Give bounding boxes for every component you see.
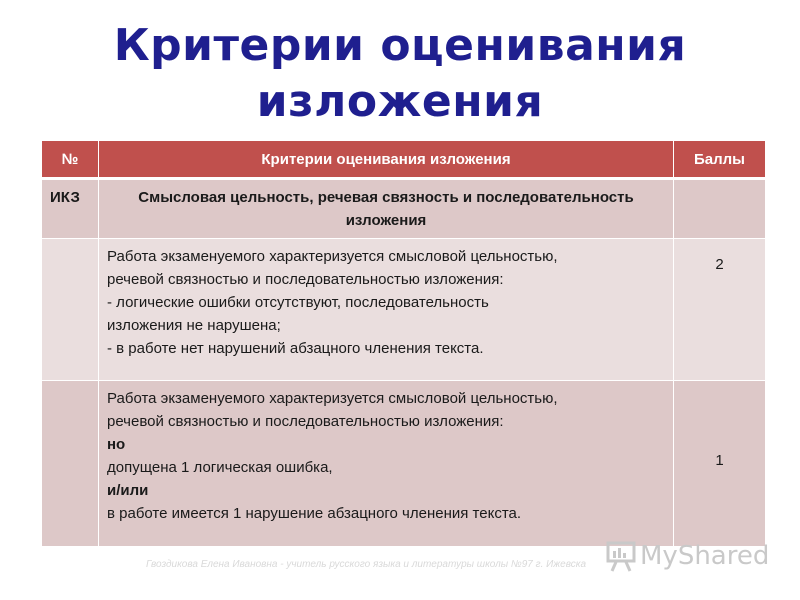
slide-footer: Гвоздикова Елена Ивановна - учитель русского языка и литературы школы №97 г. Ижевска (146, 559, 587, 570)
header-criteria: Критерии оценивания изложения (99, 141, 674, 179)
criteria-line: Работа экзаменуемого характеризуется смысловой цельностью, (107, 248, 558, 265)
slide-title (0, 18, 800, 130)
criteria-line: Работа экзаменуемого характеризуется смысловой цельностью, (107, 390, 558, 407)
presentation-board-icon (606, 540, 636, 572)
criteria-line-emphasis: и/или (107, 482, 149, 499)
header-num: № (42, 141, 99, 179)
criteria-line: в работе имеется 1 нарушение абзацного членения текста. (107, 505, 522, 522)
table-row (42, 239, 766, 381)
criteria-line: изложения не нарушена; (107, 317, 281, 334)
row-num-empty (42, 381, 99, 547)
row-score: 2 (674, 239, 766, 381)
criteria-line: - в работе нет нарушений абзацного членения текста. (107, 340, 484, 357)
slide-title-line-1: Критерии оценивания (113, 20, 687, 71)
section-row (42, 179, 766, 239)
criteria-line: допущена 1 логическая ошибка, (107, 459, 333, 476)
section-code: ИКЗ (42, 179, 99, 239)
row-num-empty (42, 239, 99, 381)
row-score: 1 (674, 381, 766, 547)
row-criteria-text (99, 239, 674, 381)
slide-title-line-2: изложения (256, 76, 544, 127)
table-header-row (42, 141, 766, 179)
criteria-line-emphasis: но (107, 436, 126, 453)
criteria-table (41, 140, 766, 547)
header-score: Баллы (674, 141, 766, 179)
section-score-empty (674, 179, 766, 239)
criteria-line: речевой связностью и последовательностью изложения: (107, 271, 504, 288)
criteria-line: - логические ошибки отсутствуют, последовательность (107, 294, 489, 311)
watermark-text: MyShared (640, 541, 770, 571)
table-row (42, 381, 766, 547)
section-name: Смысловая цельность, речевая связность и последовательность изложения (99, 179, 674, 239)
criteria-line: речевой связностью и последовательностью изложения: (107, 413, 504, 430)
row-criteria-text (99, 381, 674, 547)
watermark (606, 536, 774, 576)
